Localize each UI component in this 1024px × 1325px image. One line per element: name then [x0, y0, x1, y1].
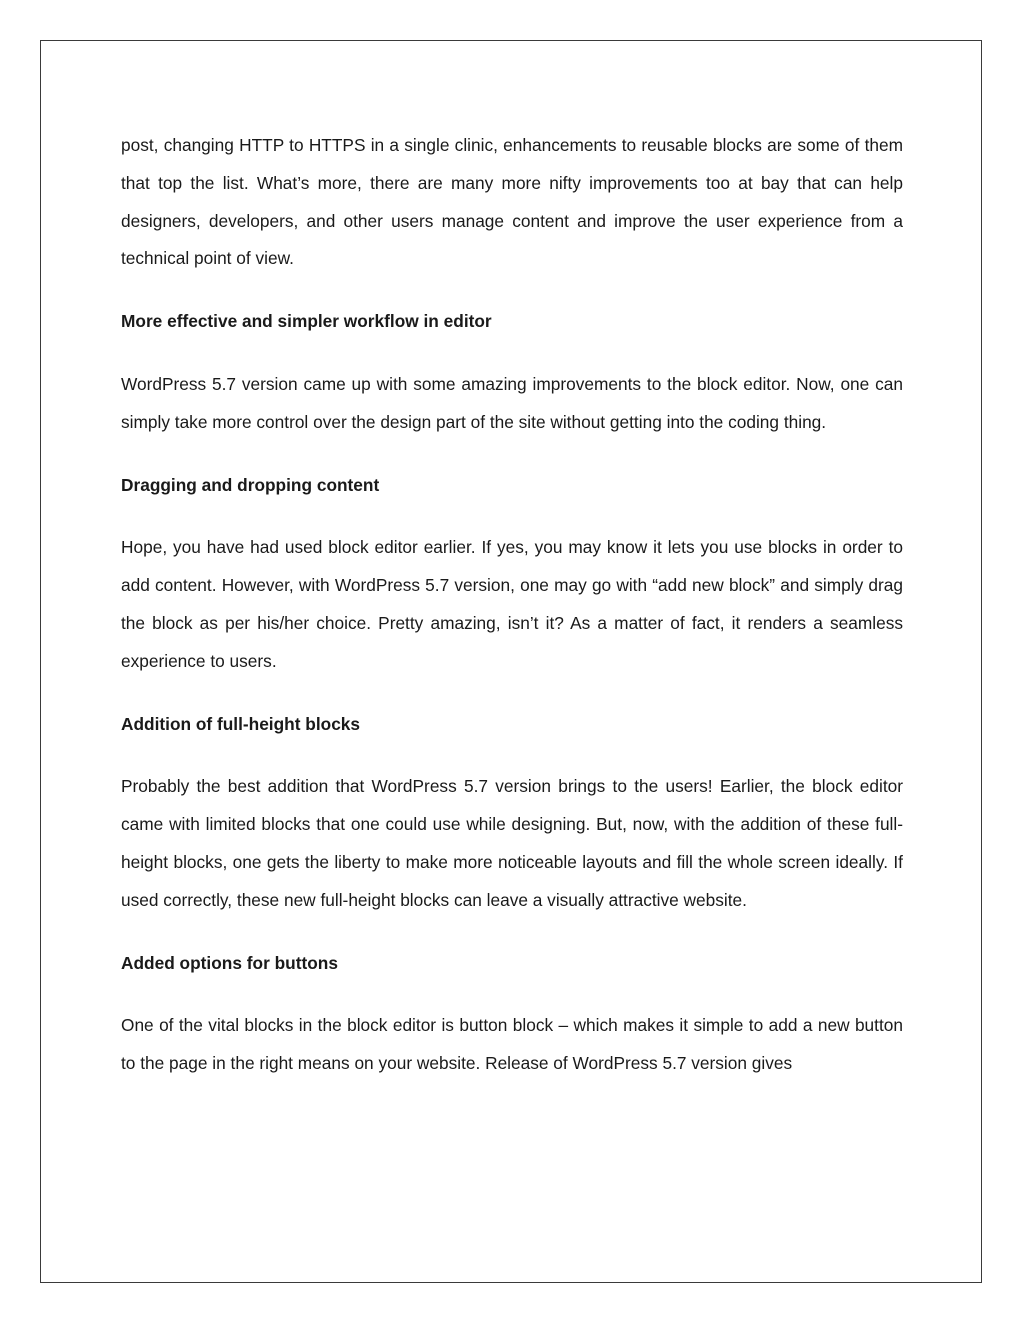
heading-buttons: Added options for buttons — [121, 952, 338, 973]
paragraph-full-height: Probably the best addition that WordPress 5.7 version brings to the users! Earlier, the block editor came with limited blocks that one could use while designing. But, now, with the addition of these full-height blocks, one gets the liberty to make more noticeable layouts and fill the whole screen ideally. If used correctly, these new full-height blocks can leave a visually attractive website. — [121, 776, 903, 910]
paragraph-buttons: One of the vital blocks in the block editor is button block – which makes it simple to add a new button to the page in the right means on your website. Release of WordPress 5.7 version gives — [121, 1015, 903, 1074]
heading-full-height: Addition of full-height blocks — [121, 713, 361, 734]
heading-drag-drop: Dragging and dropping content — [121, 474, 380, 495]
heading-workflow: More effective and simpler workflow in editor — [121, 311, 492, 332]
paragraph-drag-drop: Hope, you have had used block editor earlier. If yes, you may know it lets you use blocks in order to add content. However, with WordPress 5.7 version, one may go with “add new block” and simply drag the block as per his/her choice. Pretty amazing, isn’t it? As a matter of fact, it renders a seamless experience to users. — [121, 537, 903, 671]
document-body — [121, 127, 903, 1108]
paragraph-workflow: WordPress 5.7 version came up with some amazing improvements to the block editor. Now, one can simply take more control over the design part of the site without getting into the coding thing. — [121, 373, 903, 432]
intro-paragraph: post, changing HTTP to HTTPS in a single clinic, enhancements to reusable blocks are some of them that top the list. What’s more, there are many more nifty improvements too at bay that can help designers, developers, and other users manage content and improve the user experience from a technical point of view. — [121, 135, 903, 269]
